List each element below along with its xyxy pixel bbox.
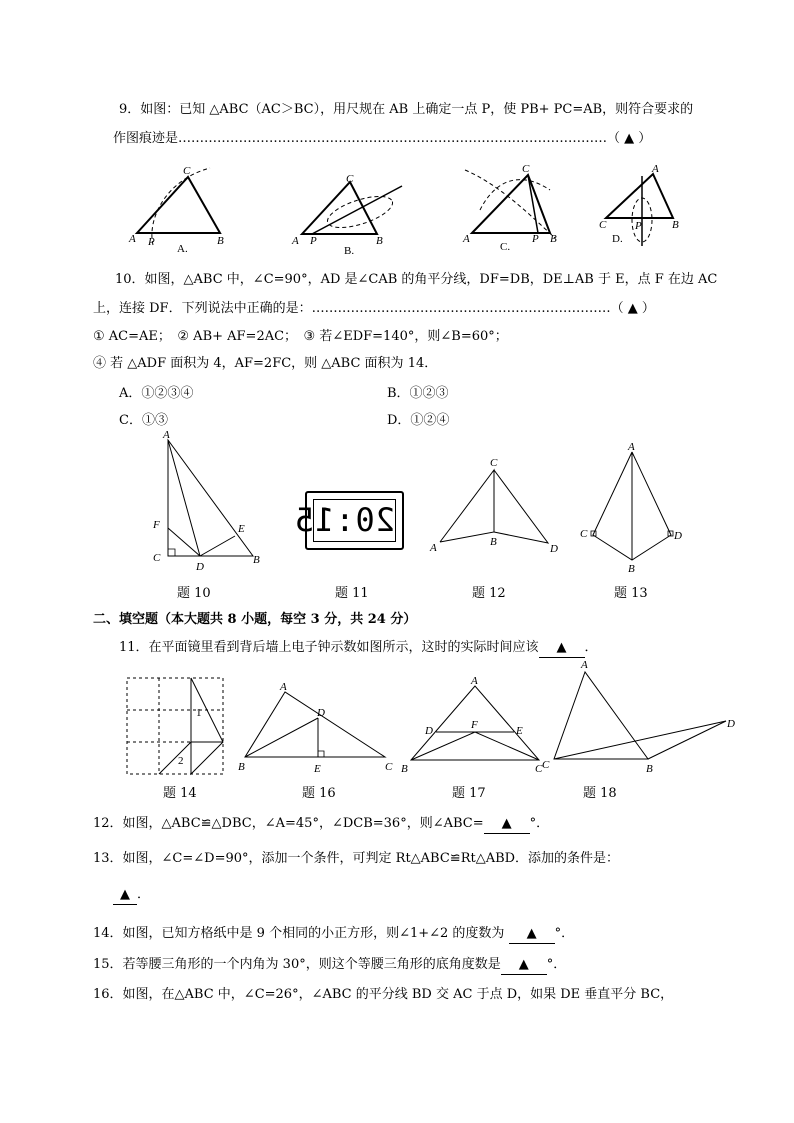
clock-display: 20:15 bbox=[313, 499, 396, 542]
q9a-label-b: B bbox=[217, 235, 224, 247]
caption-fig14: 题 14 bbox=[163, 786, 197, 801]
q10-line3: ① AC=AE； ② AB+ AF=2AC； ③ 若∠EDF=140°，则∠B=60°； bbox=[93, 329, 508, 344]
q10-option-a: A．①②③④ bbox=[119, 386, 194, 401]
fig10-label-f: F bbox=[153, 519, 160, 531]
q14-suffix: °． bbox=[554, 926, 575, 941]
q10-option-b: B．①②③ bbox=[387, 386, 449, 401]
q10-line4: ④ 若 △ADF 面积为 4，AF=2FC，则 △ABC 面积为 14． bbox=[93, 356, 438, 371]
fig13-label-c: C bbox=[580, 528, 588, 540]
q12-prompt: 12．如图，△ABC≌△DBC，∠A=45°，∠DCB=36°，则∠ABC= bbox=[93, 816, 484, 831]
fig13-label-a: A bbox=[628, 441, 635, 453]
caption-fig12: 题 12 bbox=[472, 586, 506, 601]
q9a-label-p: P bbox=[148, 236, 155, 248]
fig17-label-e: E bbox=[516, 725, 523, 737]
q9d-option-letter: D. bbox=[612, 233, 623, 245]
fig14-label-angle1: 1 bbox=[196, 707, 202, 719]
q10-line1: 10．如图，△ABC 中，∠C=90°，AD 是∠CAB 的角平分线，DF=DB，DE⊥AB 于 E，点 F 在边 AC bbox=[115, 272, 718, 287]
q14-text bbox=[93, 925, 574, 944]
q12-answer-blank[interactable]: ▲ bbox=[484, 815, 530, 834]
figure-13 bbox=[575, 440, 685, 575]
fig17-label-f: F bbox=[471, 719, 478, 731]
q13-answer-blank[interactable]: ▲ bbox=[113, 886, 137, 905]
q11-prompt: 11．在平面镜里看到背后墙上电子钟示数如图所示，这时的实际时间应该 bbox=[119, 640, 539, 655]
fig16-label-b: B bbox=[238, 761, 245, 773]
fig17-label-c: C bbox=[535, 763, 543, 775]
section-2-heading: 二、填空题（本大题共 8 小题，每空 3 分，共 24 分） bbox=[93, 612, 417, 627]
fig10-label-e: E bbox=[238, 523, 245, 535]
fig12-label-d: D bbox=[550, 543, 558, 555]
q9-figure-c bbox=[460, 160, 565, 255]
fig13-label-b: B bbox=[628, 563, 635, 575]
q9-figure-d bbox=[598, 162, 688, 252]
q12-suffix: °． bbox=[529, 816, 550, 831]
q9d-label-b: B bbox=[672, 219, 679, 231]
fig18-label-b: B bbox=[646, 763, 653, 775]
q9c-label-p: P bbox=[532, 233, 539, 245]
fig18-label-d: D bbox=[727, 718, 735, 730]
caption-fig13: 题 13 bbox=[614, 586, 648, 601]
q9b-label-b: B bbox=[376, 235, 383, 247]
caption-fig10: 题 10 bbox=[177, 586, 211, 601]
figure-18 bbox=[538, 658, 743, 778]
q14-prompt: 14．如图，已知方格纸中是 9 个相同的小正方形，则∠1+∠2 的度数为 bbox=[93, 926, 505, 941]
q9-figure-a bbox=[125, 160, 225, 255]
figure-17 bbox=[398, 672, 543, 780]
fig13-label-d: D bbox=[674, 530, 682, 542]
q9c-label-c: C bbox=[522, 163, 530, 175]
q15-answer-blank[interactable]: ▲ bbox=[501, 956, 547, 975]
q9b-option-letter: B. bbox=[344, 245, 355, 257]
q9d-label-a: A bbox=[652, 163, 659, 175]
q10-option-c: C．①③ bbox=[119, 413, 168, 428]
q16-text: 16．如图，在△ABC 中，∠C=26°，∠ABC 的平分线 BD 交 AC 于点 D，如果 DE 垂直平分 BC， bbox=[93, 987, 674, 1002]
fig16-label-a: A bbox=[280, 682, 287, 693]
q15-prompt: 15．若等腰三角形的一个内角为 30°，则这个等腰三角形的底角度数是 bbox=[93, 957, 501, 972]
q10-line2: 上，连接 DF．下列说法中正确的是：……………………………………………………………（ ▲ ） bbox=[93, 301, 655, 316]
fig10-label-a: A bbox=[163, 429, 170, 441]
fig12-label-a: A bbox=[430, 542, 437, 554]
figure-12 bbox=[428, 455, 563, 560]
caption-fig17: 题 17 bbox=[452, 786, 486, 801]
figure-10 bbox=[148, 428, 268, 573]
q9-line1: 9．如图：已知 △ABC（AC＞BC），用尺规在 AB 上确定一点 P，使 PB+ PC=AB，则符合要求的 bbox=[119, 102, 694, 117]
fig10-label-b: B bbox=[253, 554, 260, 566]
fig18-label-a: A bbox=[581, 659, 588, 671]
fig17-label-d: D bbox=[425, 725, 433, 737]
q9-line2: 作图痕迹是………………………………………………………………………………………（ ▲ ） bbox=[113, 131, 652, 146]
figure-14 bbox=[125, 676, 227, 778]
caption-fig16: 题 16 bbox=[302, 786, 336, 801]
q9c-label-b: B bbox=[550, 233, 557, 245]
fig10-label-c: C bbox=[153, 552, 161, 564]
q15-text bbox=[93, 956, 566, 975]
q9b-label-p: P bbox=[310, 235, 317, 247]
fig17-label-a: A bbox=[471, 675, 478, 687]
fig12-label-b: B bbox=[490, 536, 497, 548]
q9a-label-c: C bbox=[183, 165, 191, 177]
q9d-label-c: C bbox=[599, 219, 607, 231]
figure-11-clock bbox=[293, 491, 404, 550]
q9-figure-b bbox=[290, 172, 415, 257]
fig16-label-e: E bbox=[314, 763, 321, 775]
caption-fig18: 题 18 bbox=[583, 786, 617, 801]
fig18-label-c: C bbox=[542, 759, 550, 771]
q15-suffix: °． bbox=[546, 957, 567, 972]
q10-option-d: D．①②④ bbox=[387, 413, 450, 428]
q13-answer-line bbox=[113, 886, 150, 905]
q9c-option-letter: C. bbox=[500, 241, 511, 253]
q9a-option-letter: A. bbox=[177, 243, 188, 255]
q11-answer-blank[interactable]: ▲ bbox=[539, 639, 585, 658]
fig16-label-d: D bbox=[317, 707, 325, 719]
fig12-label-c: C bbox=[490, 457, 498, 469]
q13-suffix: ． bbox=[137, 887, 151, 902]
q9a-label-a: A bbox=[129, 233, 136, 245]
caption-fig11: 题 11 bbox=[335, 586, 369, 601]
q11-text: 11．在平面镜里看到背后墙上电子钟示数如图所示，这时的实际时间应该 ▲ ． bbox=[119, 639, 598, 658]
q9b-label-a: A bbox=[292, 235, 299, 247]
q9c-label-a: A bbox=[463, 233, 470, 245]
q9b-label-c: C bbox=[346, 173, 354, 185]
figure-16 bbox=[235, 682, 400, 777]
fig10-label-d: D bbox=[196, 561, 204, 573]
q14-answer-blank[interactable]: ▲ bbox=[509, 925, 555, 944]
fig14-label-angle2: 2 bbox=[178, 755, 184, 767]
q12-text bbox=[93, 815, 549, 834]
fig17-label-b: B bbox=[401, 763, 408, 775]
q9d-label-p: P bbox=[635, 220, 642, 232]
q13-line1: 13．如图，∠C=∠D=90°，添加一个条件，可判定 Rt△ABC≌Rt△ABD．添加的条件是： bbox=[93, 851, 620, 866]
fig16-label-c: C bbox=[385, 761, 393, 773]
